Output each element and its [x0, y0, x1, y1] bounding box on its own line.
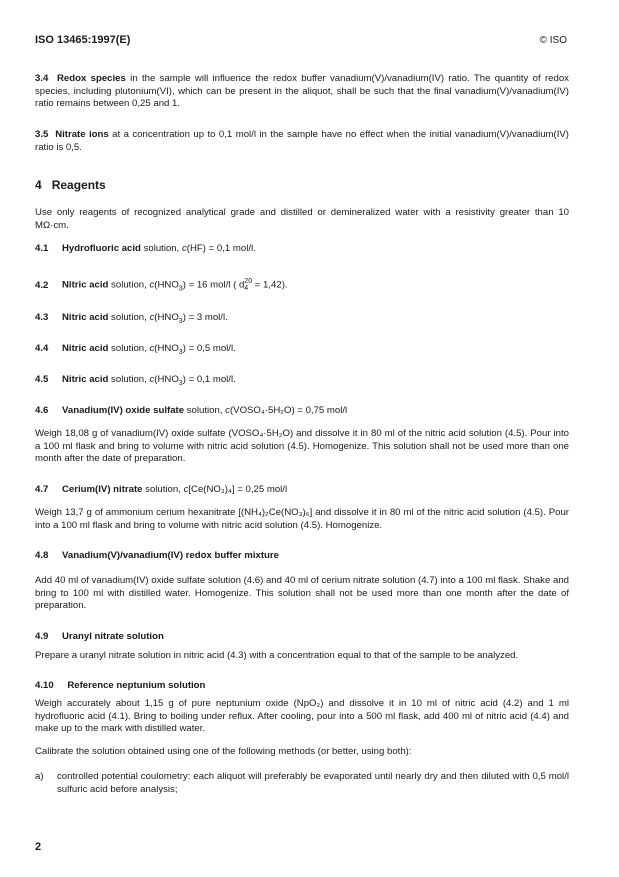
reagent-name: Nitric acid	[62, 312, 109, 323]
list-item-text: controlled potential coulometry: each aliquot will preferably be evaporated until nearly dry and then diluted with 0,5 mol/l sulfuric acid before analysis;	[57, 771, 569, 795]
page-number: 2	[35, 841, 42, 853]
standard-reference: ISO 13465:1997(E)	[35, 34, 131, 46]
reagent-4-8	[35, 550, 279, 561]
clause-number: 3.4	[35, 73, 49, 84]
reagent-4-8-body: Add 40 ml of vanadium(IV) oxide sulfate solution (4.6) and 40 ml of cerium nitrate solution (4.7) into a 100 ml flask. Shake and bring to 100 ml with distilled water. Homogenize. This solution shall not be used more than one month after the date of preparation.	[35, 575, 569, 612]
clause-3-4	[35, 73, 569, 111]
reagent-name: Vanadium(V)/vanadium(IV) redox buffer mixture	[62, 550, 279, 561]
reagent-number: 4.5	[35, 374, 49, 385]
copyright-notice: © ISO	[539, 35, 567, 46]
reagent-name: Nitric acid	[62, 343, 109, 354]
reagent-number: 4.7	[35, 484, 49, 495]
reagent-name: Hydrofluoric acid	[62, 243, 141, 254]
reagent-number: 4.4	[35, 343, 49, 354]
reagent-number: 4.9	[35, 631, 49, 642]
clause-number: 3.5	[35, 129, 49, 140]
reagent-4-10	[35, 680, 205, 691]
list-item-label: a)	[35, 771, 44, 782]
reagent-4-6-body: Weigh 18,08 g of vanadium(IV) oxide sulfate (VOSO₄·5H₂O) and dissolve it in 80 ml of the nitric acid solution (4.5). Pour into a 100 ml flask and bring to volume with nitric acid solution (4.5). Homogenize. This solution shall not be used more than one month after the date of preparation.	[35, 428, 569, 465]
reagent-4-2: 4.2 Nitric acid solution, $c(HNO_3) = 16$ mol/l ( d 20 4 = 1,42).	[35, 278, 288, 293]
clause-text: at a concentration up to 0,1 mol/l in the sample have no effect when the initial vanadium(V)/vanadium(IV) ratio is 0,5.	[35, 129, 569, 153]
reagent-4-7-body: Weigh 13,7 g of ammonium cerium hexanitrate [(NH₄)₂Ce(NO₃)₆] and dissolve it in 80 ml of the nitric acid solution (4.5). Pour into a 100 ml flask and bring to volume with nitric acid solution (4.5). Homogenize.	[35, 507, 569, 531]
reagent-4-5: 4.5 Nitric acid solution, $c(HNO_3) = 0,1$ mol/l.	[35, 374, 236, 387]
reagent-name: Vanadium(IV) oxide sulfate	[62, 405, 185, 416]
reagent-4-1: 4.1 Hydrofluoric acid solution, c(HF) = 0,1 mol/l.	[35, 243, 256, 254]
clause-3-5	[35, 129, 569, 154]
reagent-name: Cerium(IV) nitrate	[62, 484, 143, 495]
section-number: 4	[35, 178, 42, 192]
reagent-number: 4.8	[35, 550, 49, 561]
reagent-number: 4.2	[35, 279, 49, 291]
section-title: Reagents	[51, 178, 106, 192]
clause-title: Redox species	[57, 73, 126, 84]
reagent-number: 4.10	[35, 680, 54, 691]
reagent-number: 4.3	[35, 312, 49, 323]
section-intro: Use only reagents of recognized analytical grade and distilled or demineralized water with a resistivity greater than 10 MΩ·cm.	[35, 207, 569, 231]
reagent-name: Nitric acid	[62, 279, 109, 291]
reagent-4-9	[35, 631, 164, 642]
reagent-name: Reference neptunium solution	[67, 680, 206, 691]
clause-title: Nitrate ions	[55, 129, 109, 140]
reagent-4-7: 4.7 Cerium(IV) nitrate solution, c[Ce(NO₃)₄] = 0,25 mol/l	[35, 484, 288, 495]
calibration-intro: Calibrate the solution obtained using one of the following methods (or better, using both):	[35, 746, 412, 757]
reagent-name: Uranyl nitrate solution	[62, 631, 164, 642]
section-heading	[35, 178, 106, 192]
clause-text: in the sample will influence the redox buffer vanadium(V)/vanadium(IV) ratio. The quantity of redox species, including plutonium(VI), which can be present in the aliquot, shall be such that the final vanadium(V)/vanadium(IV) ratio remains between 0,25 and 1.	[35, 73, 569, 110]
reagent-4-9-body: Prepare a uranyl nitrate solution in nitric acid (4.3) with a concentration equal to that of the sample to be analyzed.	[35, 650, 519, 661]
reagent-4-4: 4.4 Nitric acid solution, $c(HNO_3) = 0,5$ mol/l.	[35, 343, 236, 356]
reagent-4-10-body: Weigh accurately about 1,15 g of pure neptunium oxide (NpO₂) and dissolve it in 10 ml of nitric acid (4.2) and 1 ml hydrofluoric acid (4.1). Bring to boiling under reflux. After cooling, pour into a 500 ml flask, add 400 ml of nitric acid (4.4) and make up to the mark with distilled water.	[35, 698, 569, 735]
reagent-number: 4.1	[35, 243, 49, 254]
reagent-name: Nitric acid	[62, 374, 109, 385]
reagent-4-6: 4.6 Vanadium(IV) oxide sulfate solution, c(VOSO₄·5H₂O) = 0,75 mol/l	[35, 405, 348, 416]
reagent-4-3: 4.3 Nitric acid solution, $c(HNO_3) = 3$ mol/l.	[35, 312, 228, 325]
reagent-number: 4.6	[35, 405, 49, 416]
